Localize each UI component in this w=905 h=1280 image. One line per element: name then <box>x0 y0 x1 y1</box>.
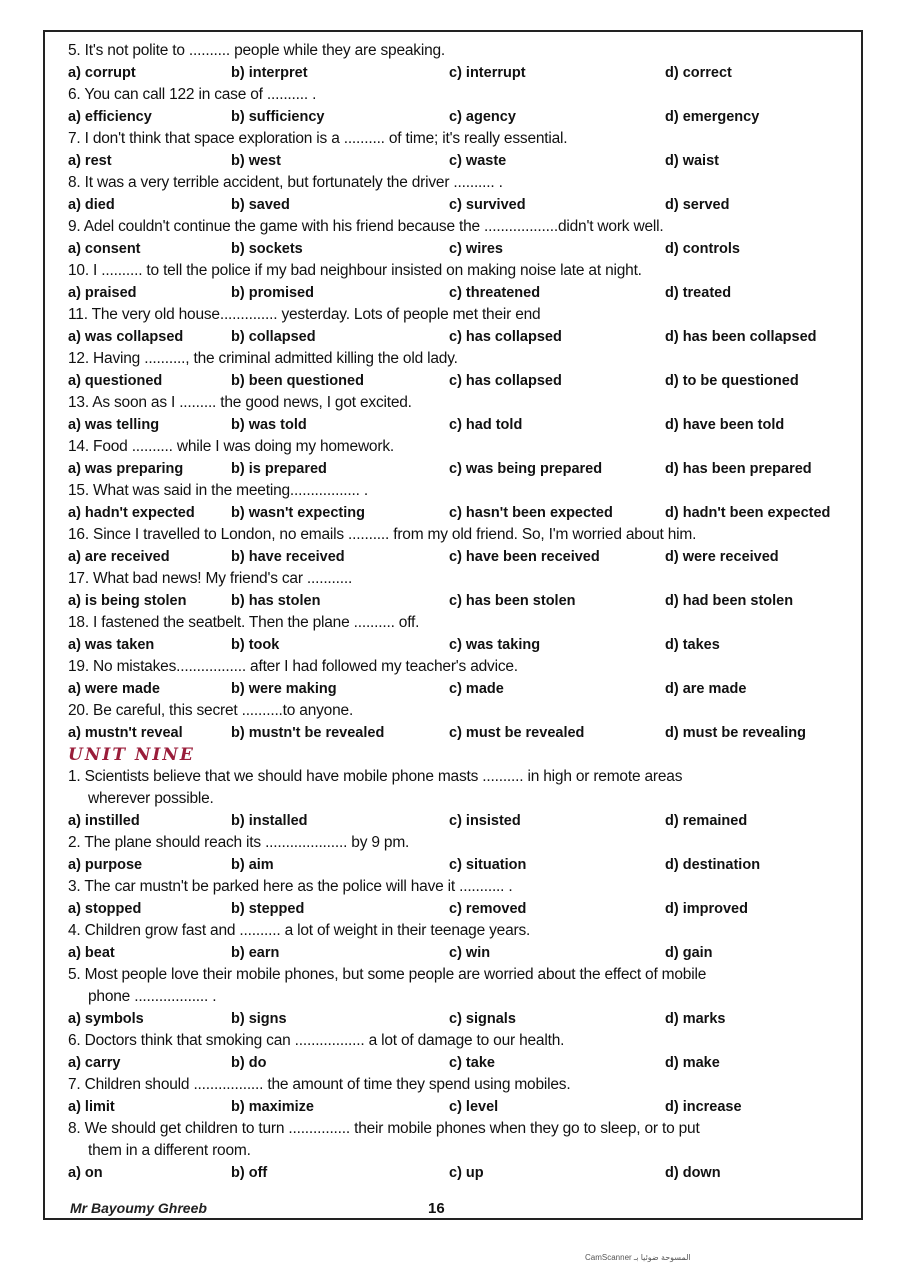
question-item <box>68 436 858 458</box>
question-item <box>68 920 858 942</box>
question-item <box>68 1030 858 1052</box>
option-d: d) increase <box>665 1099 742 1115</box>
option-a: a) mustn't reveal <box>68 725 183 741</box>
answer-options <box>68 1008 858 1030</box>
option-b: b) have received <box>231 549 345 565</box>
option-d: d) takes <box>665 637 720 653</box>
question-item <box>68 1074 858 1096</box>
answer-options <box>68 62 858 84</box>
option-c: c) level <box>449 1099 499 1115</box>
answer-options <box>68 370 858 392</box>
question-item <box>68 480 858 502</box>
option-d: d) improved <box>665 901 748 917</box>
option-a: a) instilled <box>68 813 140 829</box>
answer-options <box>68 106 858 128</box>
option-b: b) aim <box>231 857 274 873</box>
option-a: a) was preparing <box>68 461 184 477</box>
option-b: b) was told <box>231 417 307 433</box>
question-text: 6. You can call 122 in case of .......... . <box>68 86 317 103</box>
answer-options <box>68 810 858 832</box>
option-b: b) off <box>231 1165 268 1181</box>
option-a: a) was telling <box>68 417 160 433</box>
option-c: c) had told <box>449 417 523 433</box>
question-item <box>68 216 858 238</box>
option-a: a) praised <box>68 285 137 301</box>
option-b: b) is prepared <box>231 461 327 477</box>
question-text: 19. No mistakes................. after I had followed my teacher's advice. <box>68 658 518 675</box>
option-d: d) remained <box>665 813 748 829</box>
footer-divider <box>43 1218 863 1220</box>
question-item <box>68 766 858 810</box>
option-d: d) controls <box>665 241 740 257</box>
unit-heading: UNIT NINE <box>68 745 195 765</box>
questions-section <box>68 40 858 744</box>
option-b: b) do <box>231 1055 267 1071</box>
option-b: b) promised <box>231 285 314 301</box>
option-b: b) stepped <box>231 901 305 917</box>
option-c: c) hasn't been expected <box>449 505 613 521</box>
answer-options <box>68 282 858 304</box>
option-a: a) beat <box>68 945 115 961</box>
option-d: d) destination <box>665 857 761 873</box>
option-c: c) was taking <box>449 637 541 653</box>
option-d: d) are made <box>665 681 747 697</box>
question-item <box>68 524 858 546</box>
answer-options <box>68 414 858 436</box>
option-c: c) has collapsed <box>449 329 562 345</box>
option-d: d) has been collapsed <box>665 329 817 345</box>
answer-options <box>68 194 858 216</box>
question-item <box>68 568 858 590</box>
answer-options <box>68 590 858 612</box>
question-text: 6. Doctors think that smoking can ................. a lot of damage to our health. <box>68 1032 565 1049</box>
option-a: a) were made <box>68 681 160 697</box>
option-b: b) wasn't expecting <box>231 505 365 521</box>
answer-options <box>68 1052 858 1074</box>
question-text: 17. What bad news! My friend's car ........... <box>68 570 353 587</box>
question-text-continued: them in a different room. <box>88 1142 251 1159</box>
option-c: c) waste <box>449 153 507 169</box>
question-item <box>68 348 858 370</box>
option-d: d) has been prepared <box>665 461 812 477</box>
question-item <box>68 392 858 414</box>
question-text: 5. Most people love their mobile phones, but some people are worried about the effect of mobile <box>68 966 707 983</box>
question-text: 11. The very old house.............. yesterday. Lots of people met their end <box>68 306 541 323</box>
question-text: 4. Children grow fast and .......... a lot of weight in their teenage years. <box>68 922 531 939</box>
question-item <box>68 700 858 722</box>
option-a: a) efficiency <box>68 109 152 125</box>
option-b: b) collapsed <box>231 329 316 345</box>
option-a: a) stopped <box>68 901 142 917</box>
option-d: d) treated <box>665 285 732 301</box>
option-d: d) hadn't been expected <box>665 505 831 521</box>
option-d: d) have been told <box>665 417 785 433</box>
option-a: a) carry <box>68 1055 121 1071</box>
option-c: c) up <box>449 1165 484 1181</box>
option-d: d) correct <box>665 65 732 81</box>
option-a: a) corrupt <box>68 65 136 81</box>
option-c: c) threatened <box>449 285 541 301</box>
option-c: c) must be revealed <box>449 725 585 741</box>
question-item <box>68 260 858 282</box>
question-text: 1. Scientists believe that we should have mobile phone masts .......... in high or remote areas <box>68 768 683 785</box>
question-text: 5. It's not polite to .......... people while they are speaking. <box>68 42 446 59</box>
option-c: c) win <box>449 945 491 961</box>
answer-options <box>68 326 858 348</box>
option-a: a) is being stolen <box>68 593 187 609</box>
option-c: c) agency <box>449 109 516 125</box>
answer-options <box>68 1162 858 1184</box>
option-c: c) wires <box>449 241 503 257</box>
option-b: b) sufficiency <box>231 109 325 125</box>
option-b: b) were making <box>231 681 337 697</box>
answer-options <box>68 678 858 700</box>
option-d: d) must be revealing <box>665 725 807 741</box>
question-text: 14. Food .......... while I was doing my homework. <box>68 438 394 455</box>
worksheet-content <box>68 40 858 1184</box>
question-item <box>68 128 858 150</box>
answer-options <box>68 502 858 524</box>
option-a: a) rest <box>68 153 112 169</box>
option-c: c) removed <box>449 901 527 917</box>
unit-nine-questions-section <box>68 766 858 1184</box>
question-item <box>68 172 858 194</box>
option-a: a) consent <box>68 241 141 257</box>
option-d: d) to be questioned <box>665 373 799 389</box>
option-d: d) were received <box>665 549 779 565</box>
option-d: d) waist <box>665 153 719 169</box>
answer-options <box>68 238 858 260</box>
answer-options <box>68 458 858 480</box>
question-text: 3. The car mustn't be parked here as the police will have it ........... . <box>68 878 513 895</box>
option-b: b) installed <box>231 813 308 829</box>
option-a: a) hadn't expected <box>68 505 195 521</box>
option-a: a) questioned <box>68 373 163 389</box>
option-c: c) interrupt <box>449 65 526 81</box>
author-name: Mr Bayoumy Ghreeb <box>70 1200 207 1216</box>
option-c: c) made <box>449 681 504 697</box>
option-c: c) insisted <box>449 813 521 829</box>
option-b: b) earn <box>231 945 280 961</box>
question-text: 20. Be careful, this secret ..........to anyone. <box>68 702 354 719</box>
option-b: b) has stolen <box>231 593 321 609</box>
answer-options <box>68 942 858 964</box>
question-text: 16. Since I travelled to London, no emails .......... from my old friend. So, I'm worried about him. <box>68 526 697 543</box>
question-text: 10. I .......... to tell the police if my bad neighbour insisted on making noise late at night. <box>68 262 642 279</box>
option-b: b) been questioned <box>231 373 364 389</box>
option-a: a) was collapsed <box>68 329 184 345</box>
option-b: b) interpret <box>231 65 308 81</box>
option-d: d) emergency <box>665 109 760 125</box>
question-item <box>68 964 858 1008</box>
question-item <box>68 832 858 854</box>
option-c: c) has been stolen <box>449 593 576 609</box>
question-item <box>68 876 858 898</box>
question-text: 15. What was said in the meeting................. . <box>68 482 368 499</box>
question-text: 7. I don't think that space exploration is a .......... of time; it's really essential. <box>68 130 568 147</box>
option-d: d) make <box>665 1055 720 1071</box>
question-text: 8. We should get children to turn ............... their mobile phones when they go to sleep, or to put <box>68 1120 700 1137</box>
question-text: 9. Adel couldn't continue the game with his friend because the ..................didn't work well. <box>68 218 664 235</box>
option-a: a) purpose <box>68 857 143 873</box>
option-b: b) signs <box>231 1011 287 1027</box>
answer-options <box>68 546 858 568</box>
answer-options <box>68 150 858 172</box>
option-d: d) down <box>665 1165 721 1181</box>
option-b: b) maximize <box>231 1099 314 1115</box>
option-b: b) took <box>231 637 280 653</box>
answer-options <box>68 722 858 744</box>
answer-options <box>68 898 858 920</box>
option-d: d) marks <box>665 1011 726 1027</box>
option-a: a) was taken <box>68 637 155 653</box>
question-item <box>68 612 858 634</box>
question-text: 12. Having .........., the criminal admitted killing the old lady. <box>68 350 458 367</box>
option-c: c) was being prepared <box>449 461 603 477</box>
question-text-continued: wherever possible. <box>88 790 214 807</box>
question-item <box>68 84 858 106</box>
answer-options <box>68 854 858 876</box>
option-d: d) had been stolen <box>665 593 794 609</box>
question-text: 8. It was a very terrible accident, but fortunately the driver .......... . <box>68 174 503 191</box>
option-c: c) survived <box>449 197 526 213</box>
question-item <box>68 1118 858 1162</box>
question-item <box>68 40 858 62</box>
question-item <box>68 656 858 678</box>
option-c: c) signals <box>449 1011 516 1027</box>
answer-options <box>68 1096 858 1118</box>
option-c: c) take <box>449 1055 495 1071</box>
option-b: b) sockets <box>231 241 303 257</box>
question-text: 7. Children should ................. the amount of time they spend using mobiles. <box>68 1076 571 1093</box>
question-text: 2. The plane should reach its .................... by 9 pm. <box>68 834 410 851</box>
option-d: d) gain <box>665 945 713 961</box>
option-c: c) situation <box>449 857 527 873</box>
question-text: 13. As soon as I ......... the good news, I got excited. <box>68 394 412 411</box>
answer-options <box>68 634 858 656</box>
option-a: a) are received <box>68 549 170 565</box>
option-c: c) has collapsed <box>449 373 562 389</box>
question-item <box>68 304 858 326</box>
page-number: 16 <box>428 1200 445 1217</box>
option-b: b) mustn't be revealed <box>231 725 385 741</box>
question-text: 18. I fastened the seatbelt. Then the plane .......... off. <box>68 614 420 631</box>
question-text-continued: phone .................. . <box>88 988 217 1005</box>
scanner-watermark: CamScanner المسوحة ضوئيا بـ <box>585 1253 691 1262</box>
option-a: a) limit <box>68 1099 115 1115</box>
option-d: d) served <box>665 197 730 213</box>
option-b: b) saved <box>231 197 290 213</box>
option-a: a) on <box>68 1165 103 1181</box>
option-b: b) west <box>231 153 281 169</box>
option-a: a) symbols <box>68 1011 144 1027</box>
option-c: c) have been received <box>449 549 600 565</box>
option-a: a) died <box>68 197 115 213</box>
